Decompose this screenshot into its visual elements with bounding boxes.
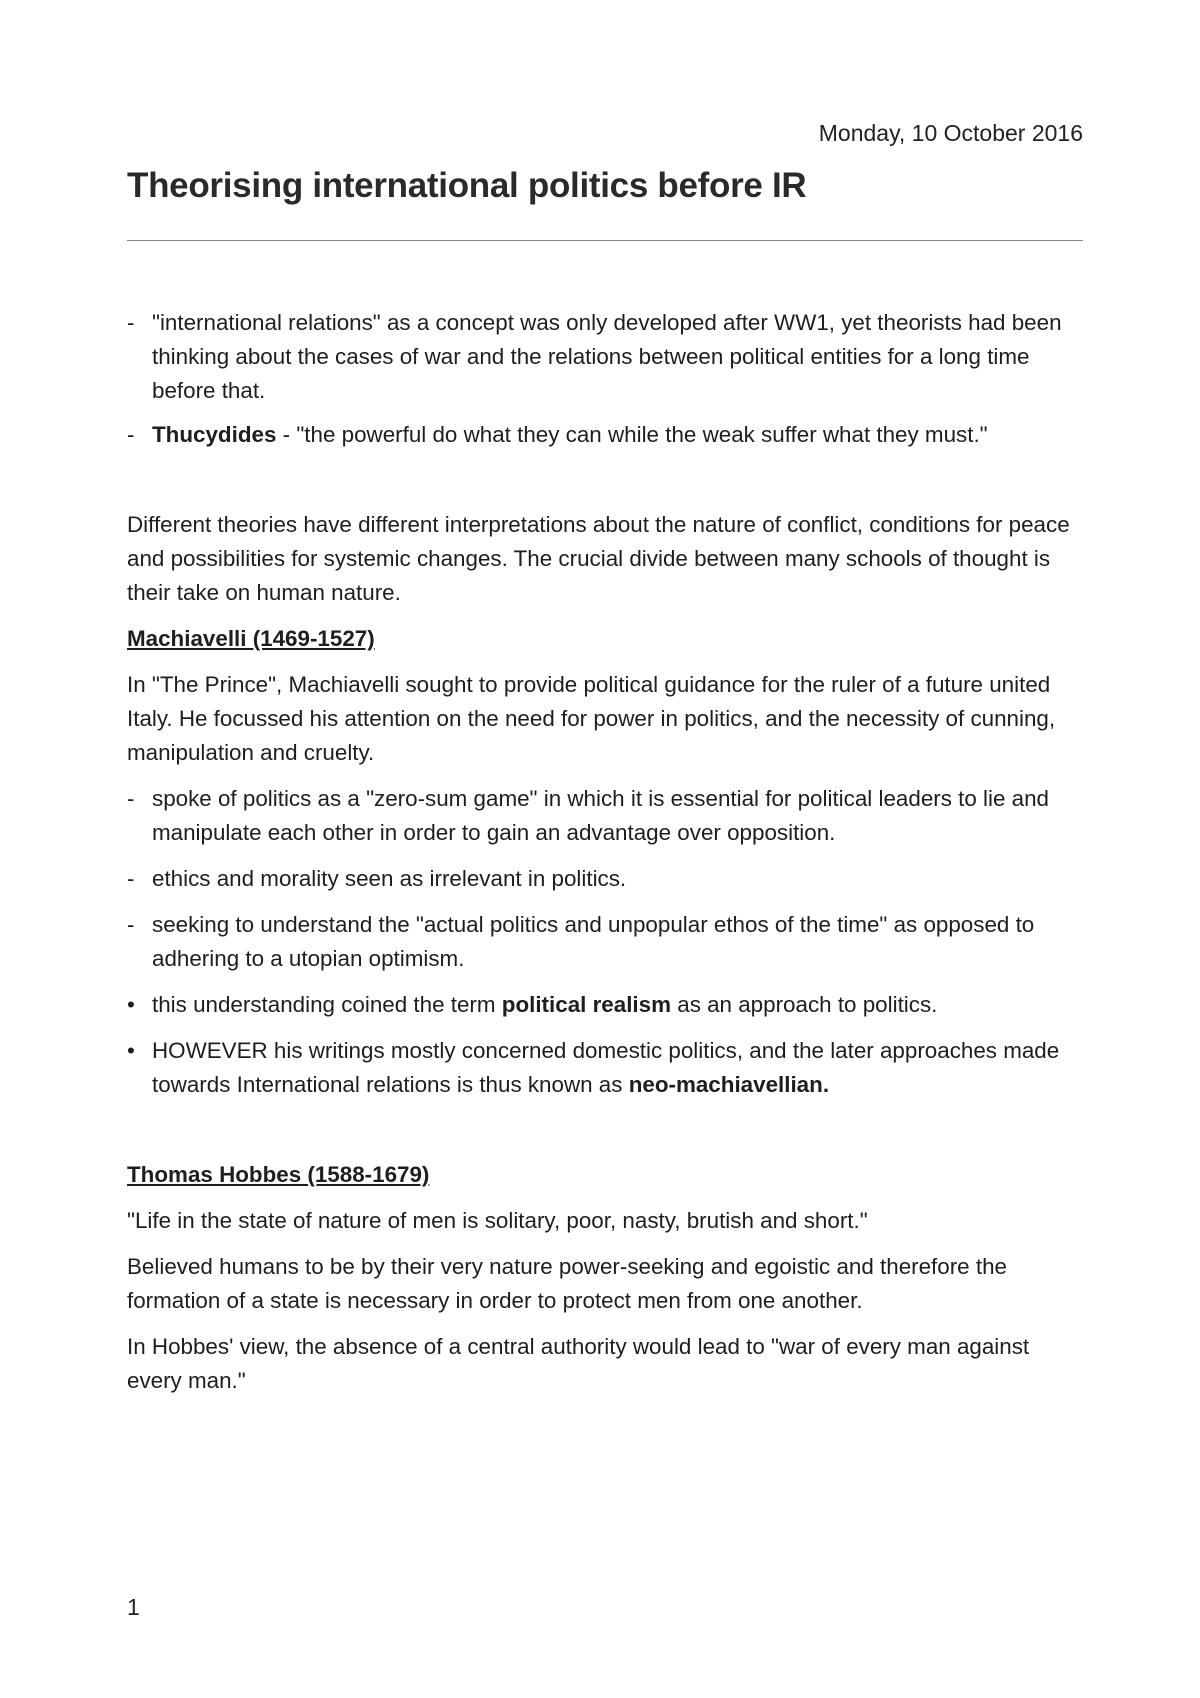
document-date: Monday, 10 October 2016 [818, 120, 1083, 146]
thucydides-name: Thucydides [152, 422, 277, 447]
title-divider [127, 240, 1083, 241]
neo-machiavellian-term: neo-machiavellian. [628, 1072, 830, 1097]
list-item [127, 908, 1087, 976]
dash-bullet: - [127, 912, 135, 937]
hobbes-quote: "Life in the state of nature of men is solitary, poor, nasty, brutish and short." [127, 1208, 868, 1233]
dot-bullet: • [127, 1038, 135, 1063]
dash-bullet: - [127, 786, 135, 811]
hobbes-paragraph: In Hobbes' view, the absence of a central authority would lead to "war of every man against every man." [127, 1334, 1030, 1393]
document-body [127, 306, 1087, 1398]
list-item-text: spoke of politics as a "zero-sum game" in which it is essential for political leaders to lie and manipulate each other in order to gain an advantage over opposition. [152, 786, 1050, 845]
list-item-text: this understanding coined the term [152, 992, 502, 1017]
list-item [127, 418, 1087, 452]
list-item [127, 988, 1087, 1022]
list-item [127, 862, 1087, 896]
list-item-text: - "the powerful do what they can while the weak suffer what they must." [276, 422, 988, 447]
dot-bullet: • [127, 992, 135, 1017]
machiavelli-heading: Machiavelli (1469-1527) [127, 626, 375, 651]
list-item-text: ethics and morality seen as irrelevant in politics. [152, 866, 627, 891]
list-item-text: seeking to understand the "actual politics and unpopular ethos of the time" as opposed to adhering to a utopian optimism. [152, 912, 1035, 971]
machiavelli-list [127, 782, 1087, 1102]
list-item [127, 306, 1087, 408]
hobbes-paragraph: Believed humans to be by their very nature power-seeking and egoistic and therefore the formation of a state is necessary in order to protect men from one another. [127, 1254, 1007, 1313]
list-item-text: HOWEVER his writings mostly concerned domestic politics, and the later approaches made towards International relations is thus known as [152, 1038, 1060, 1097]
dash-bullet: - [127, 310, 135, 335]
list-item [127, 782, 1087, 850]
political-realism-term: political realism [501, 992, 672, 1017]
machiavelli-paragraph: In "The Prince", Machiavelli sought to provide political guidance for the ruler of a future united Italy. He focussed his attention on the need for power in politics, and the necessity of cunning, manipulation and cruelty. [127, 672, 1056, 765]
hobbes-heading: Thomas Hobbes (1588-1679) [127, 1162, 430, 1187]
list-item-text: "international relations" as a concept was only developed after WW1, yet theorists had been thinking about the cases of war and the relations between political entities for a long time before that. [152, 310, 1062, 403]
dash-bullet: - [127, 866, 135, 891]
theories-paragraph: Different theories have different interpretations about the nature of conflict, conditions for peace and possibilities for systemic changes. The crucial divide between many schools of thought is their take on human nature. [127, 512, 1070, 605]
list-item-text: as an approach to politics. [671, 992, 938, 1017]
document-title: Theorising international politics before IR [127, 166, 807, 205]
list-item [127, 1034, 1087, 1102]
intro-list [127, 306, 1087, 452]
dash-bullet: - [127, 422, 135, 447]
page-number: 1 [127, 1594, 140, 1620]
